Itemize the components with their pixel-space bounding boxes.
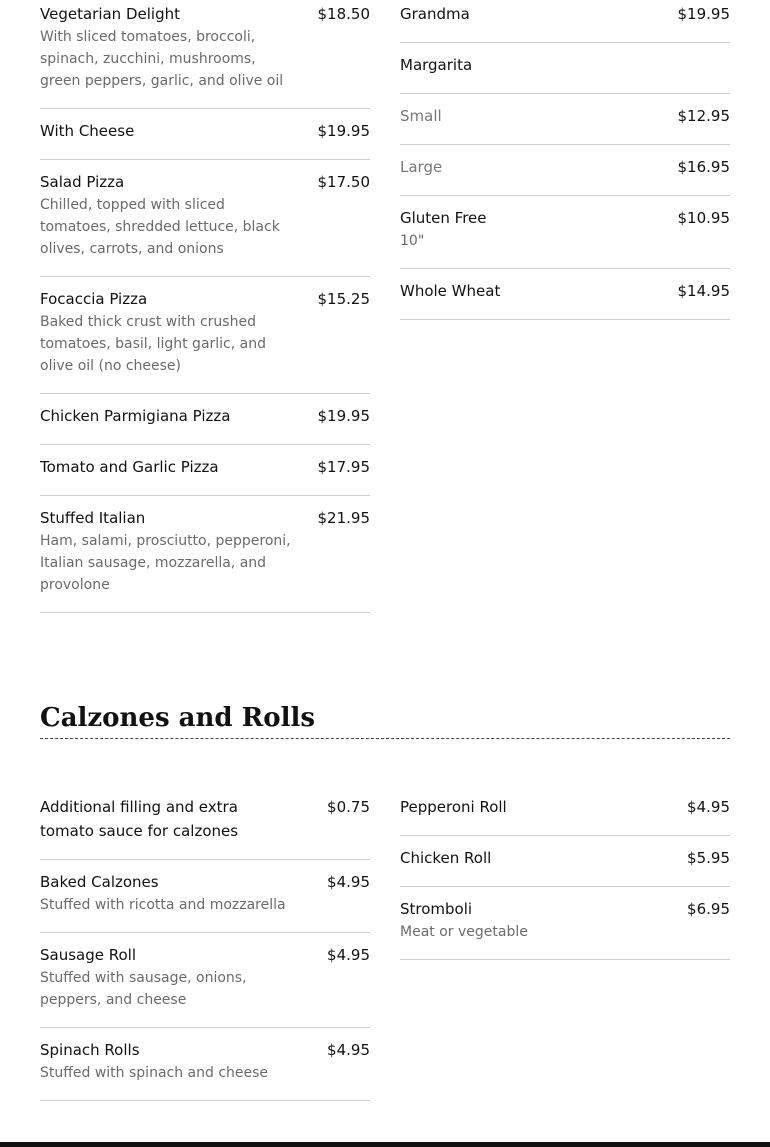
item-price: $18.50	[317, 5, 370, 23]
menu-item-tomato-garlic-pizza	[40, 445, 370, 496]
item-name: Additional filling and extra tomato sauce for calzones	[40, 798, 239, 840]
item-name: Vegetarian Delight	[40, 5, 180, 23]
item-name: Large	[400, 158, 443, 176]
item-name: Grandma	[400, 5, 470, 23]
calzones-right-column	[400, 785, 730, 960]
item-description: Stuffed with spinach and cheese	[40, 1065, 269, 1081]
item-description: 10"	[400, 233, 425, 249]
item-description: With sliced tomatoes, broccoli, spinach, zucchini, mushrooms, green peppers, garlic, and olive oil	[40, 29, 284, 89]
footer-bar	[0, 1142, 770, 1147]
item-name: Gluten Free	[400, 209, 487, 227]
item-name: Salad Pizza	[40, 173, 125, 191]
menu-item-sausage-roll	[40, 933, 370, 1028]
item-description: Meat or vegetable	[400, 924, 528, 940]
item-price: $19.95	[317, 122, 370, 140]
item-price: $17.95	[317, 458, 370, 476]
section-title-calzones-rolls: Calzones and Rolls	[40, 703, 315, 733]
item-name: Whole Wheat	[400, 282, 501, 300]
item-price: $19.95	[317, 407, 370, 425]
menu-item-spinach-rolls	[40, 1028, 370, 1101]
item-name: Stuffed Italian	[40, 509, 146, 527]
item-price: $21.95	[317, 509, 370, 527]
section-divider	[40, 738, 730, 739]
item-name: Sausage Roll	[40, 946, 137, 964]
menu-item-stuffed-italian	[40, 496, 370, 613]
item-price: $4.95	[327, 873, 370, 891]
item-description: Chilled, topped with sliced tomatoes, shredded lettuce, black olives, carrots, and onions	[40, 197, 280, 257]
item-name: Focaccia Pizza	[40, 290, 148, 308]
menu-item-baked-calzones	[40, 860, 370, 933]
item-price: $4.95	[327, 946, 370, 964]
menu-item-with-cheese	[40, 109, 370, 160]
pizza-left-column	[40, 0, 370, 613]
item-description: Baked thick crust with crushed tomatoes, basil, light garlic, and olive oil (no cheese)	[40, 314, 266, 374]
item-price: $10.95	[677, 209, 730, 227]
item-price: $6.95	[687, 900, 730, 918]
item-name: With Cheese	[40, 122, 135, 140]
item-name: Pepperoni Roll	[400, 798, 507, 816]
item-price: $16.95	[677, 158, 730, 176]
menu-item-gluten-free	[400, 196, 730, 269]
item-description: Stuffed with sausage, onions, peppers, and cheese	[40, 970, 247, 1008]
menu-item-chicken-roll	[400, 836, 730, 887]
item-name: Chicken Roll	[400, 849, 492, 867]
item-price: $15.25	[317, 290, 370, 308]
item-price: $0.75	[327, 798, 370, 816]
item-price: $17.50	[317, 173, 370, 191]
item-price: $4.95	[687, 798, 730, 816]
item-description: Stuffed with ricotta and mozzarella	[40, 897, 286, 913]
item-name: Small	[400, 107, 442, 125]
item-name: Stromboli	[400, 900, 473, 918]
item-price: $5.95	[687, 849, 730, 867]
item-name: Baked Calzones	[40, 873, 159, 891]
item-price: $14.95	[677, 282, 730, 300]
menu-item-vegetarian-delight	[40, 0, 370, 109]
menu-item-chicken-parmigiana-pizza	[40, 394, 370, 445]
item-description: Ham, salami, prosciutto, pepperoni, Italian sausage, mozzarella, and provolone	[40, 533, 291, 593]
menu-item-salad-pizza	[40, 160, 370, 277]
calzones-left-column	[40, 785, 370, 1101]
pizza-right-column	[400, 0, 730, 320]
item-price: $12.95	[677, 107, 730, 125]
menu-item-additional-filling	[40, 785, 370, 860]
menu-item-margarita	[400, 43, 730, 94]
item-price: $4.95	[327, 1041, 370, 1059]
menu-item-pepperoni-roll	[400, 785, 730, 836]
item-price: $19.95	[677, 5, 730, 23]
menu-item-focaccia-pizza	[40, 277, 370, 394]
menu-item-grandma	[400, 0, 730, 43]
menu-item-margarita-large	[400, 145, 730, 196]
menu-item-whole-wheat	[400, 269, 730, 320]
item-name: Margarita	[400, 56, 473, 74]
menu-item-margarita-small	[400, 94, 730, 145]
item-name: Spinach Rolls	[40, 1041, 140, 1059]
item-name: Tomato and Garlic Pizza	[40, 458, 219, 476]
item-name: Chicken Parmigiana Pizza	[40, 407, 231, 425]
menu-item-stromboli	[400, 887, 730, 960]
